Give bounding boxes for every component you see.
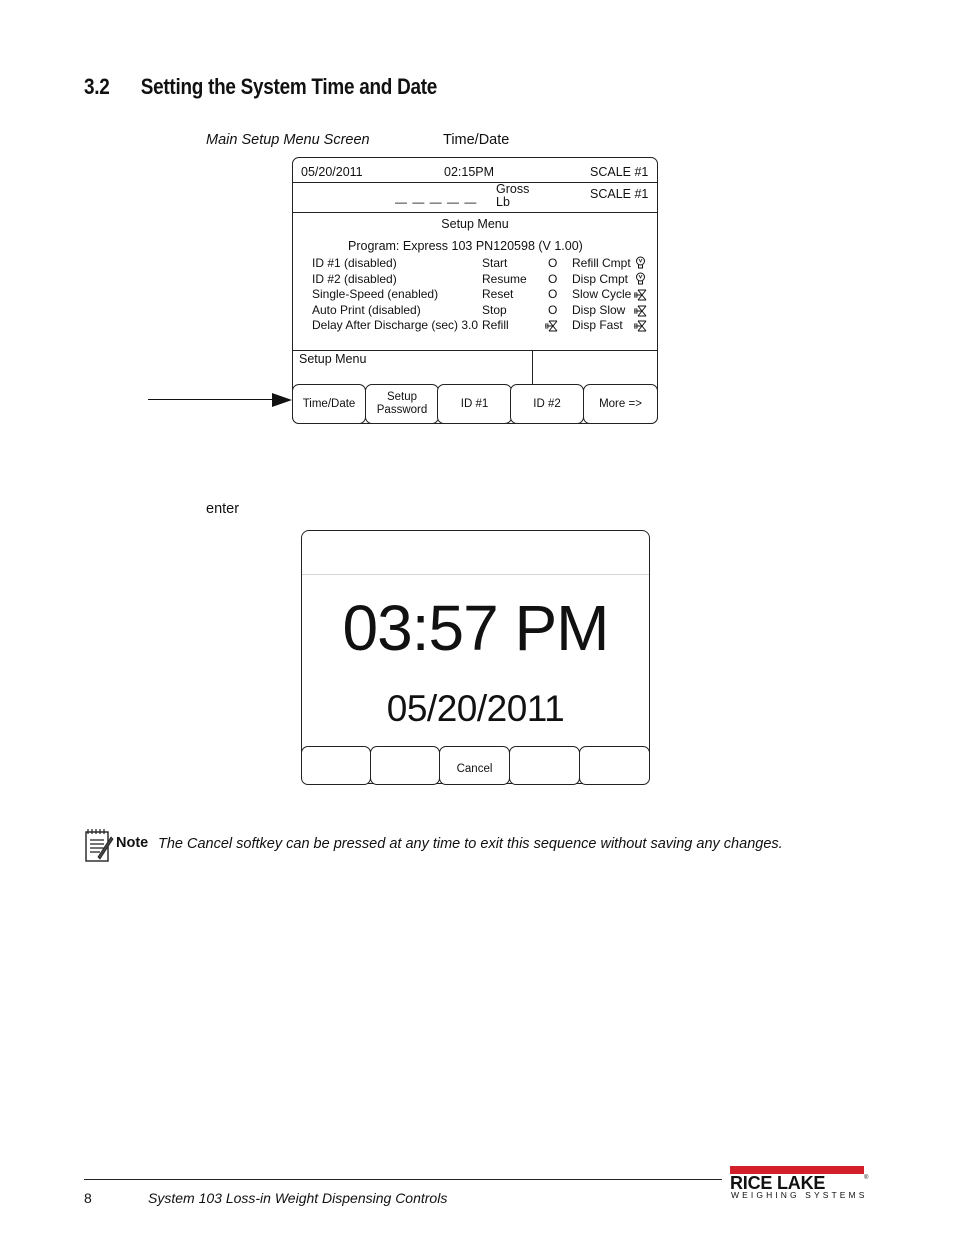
- scale-label-right: SCALE #1: [590, 187, 649, 201]
- status-mid: Refill: [482, 318, 509, 332]
- status-right: Disp Fast: [572, 318, 623, 332]
- status-right: Slow Cycle: [572, 287, 632, 301]
- note-label: Note: [116, 835, 149, 851]
- status-left: Auto Print (disabled): [312, 302, 421, 317]
- softkey-blank-2[interactable]: [370, 746, 440, 785]
- page-number: 8: [84, 1190, 92, 1206]
- setup-menu-prompt: Setup Menu: [299, 352, 367, 366]
- status-mid: Resume: [482, 271, 527, 286]
- note-text: The Cancel softkey can be pressed at any time to exit this sequence without saving any changes.: [158, 836, 783, 852]
- status-indicator: O: [548, 271, 558, 286]
- softkey-setup-password[interactable]: Setup Password: [365, 384, 439, 424]
- gross-label: Gross: [496, 182, 530, 196]
- status-indicator: O: [548, 302, 558, 317]
- section-title: Setting the System Time and Date: [140, 74, 438, 99]
- setup-menu-title: Setup Menu: [441, 217, 509, 231]
- softkey-cancel[interactable]: Cancel: [439, 746, 510, 785]
- caption-enter: enter: [206, 501, 240, 517]
- softkey-blank-5[interactable]: [579, 746, 650, 785]
- time-date-screen: [301, 530, 650, 784]
- valve-icon: [545, 319, 560, 338]
- section-heading: [84, 74, 437, 100]
- rice-lake-logo: [730, 1166, 868, 1202]
- pointer-arrow-line: [148, 399, 282, 400]
- status-right: Disp Cmpt: [572, 271, 629, 286]
- footer-rule: [84, 1179, 722, 1180]
- status-indicator: O: [548, 287, 558, 301]
- softkey-id2[interactable]: ID #2: [510, 384, 584, 424]
- main-setup-screen: [292, 157, 658, 424]
- softkey-bar: [292, 384, 658, 424]
- softkey-blank-1[interactable]: [301, 746, 371, 785]
- weight-display: — — — — —: [395, 195, 478, 209]
- caption-main-setup: Main Setup Menu Screen: [206, 132, 370, 148]
- program-info: Program: Express 103 PN120598 (V 1.00): [348, 239, 583, 253]
- clock-display: 03:57 PM: [342, 592, 609, 664]
- status-mid: Stop: [482, 302, 507, 317]
- status-mid: Reset: [482, 287, 514, 301]
- date-display: 05/20/2011: [386, 688, 565, 729]
- softkey-blank-4[interactable]: [509, 746, 580, 785]
- unit-label: Lb: [496, 195, 510, 209]
- pointer-arrow-icon: [272, 393, 292, 407]
- status-indicator: O: [548, 256, 558, 270]
- document-title: System 103 Loss-in Weight Dispensing Controls: [148, 1190, 448, 1206]
- note-pad-icon: [84, 827, 114, 868]
- status-left: Delay After Discharge (sec) 3.0: [312, 318, 479, 332]
- softkey-id1[interactable]: ID #1: [437, 384, 512, 424]
- status-mid: Start: [482, 256, 508, 270]
- scale-label-top: SCALE #1: [590, 165, 649, 179]
- status-left: ID #1 (disabled): [312, 256, 397, 270]
- softkey-more[interactable]: More =>: [583, 384, 658, 424]
- screen-date: 05/20/2011: [301, 165, 363, 179]
- softkey-time-date[interactable]: Time/Date: [292, 384, 366, 424]
- status-left: ID #2 (disabled): [312, 271, 397, 286]
- logo-registered: ®: [864, 1175, 869, 1181]
- status-left: Single-Speed (enabled): [312, 287, 439, 301]
- screen-time: 02:15PM: [444, 165, 495, 179]
- section-number: 3.2: [84, 74, 110, 99]
- status-right: Refill Cmpt: [572, 256, 631, 270]
- status-right: Disp Slow: [572, 302, 626, 317]
- valve-icon: [634, 319, 649, 338]
- logo-main-text: RICE LAKE: [730, 1173, 826, 1193]
- caption-time-date: Time/Date: [443, 132, 510, 148]
- logo-sub-text: WEIGHING SYSTEMS: [731, 1190, 868, 1200]
